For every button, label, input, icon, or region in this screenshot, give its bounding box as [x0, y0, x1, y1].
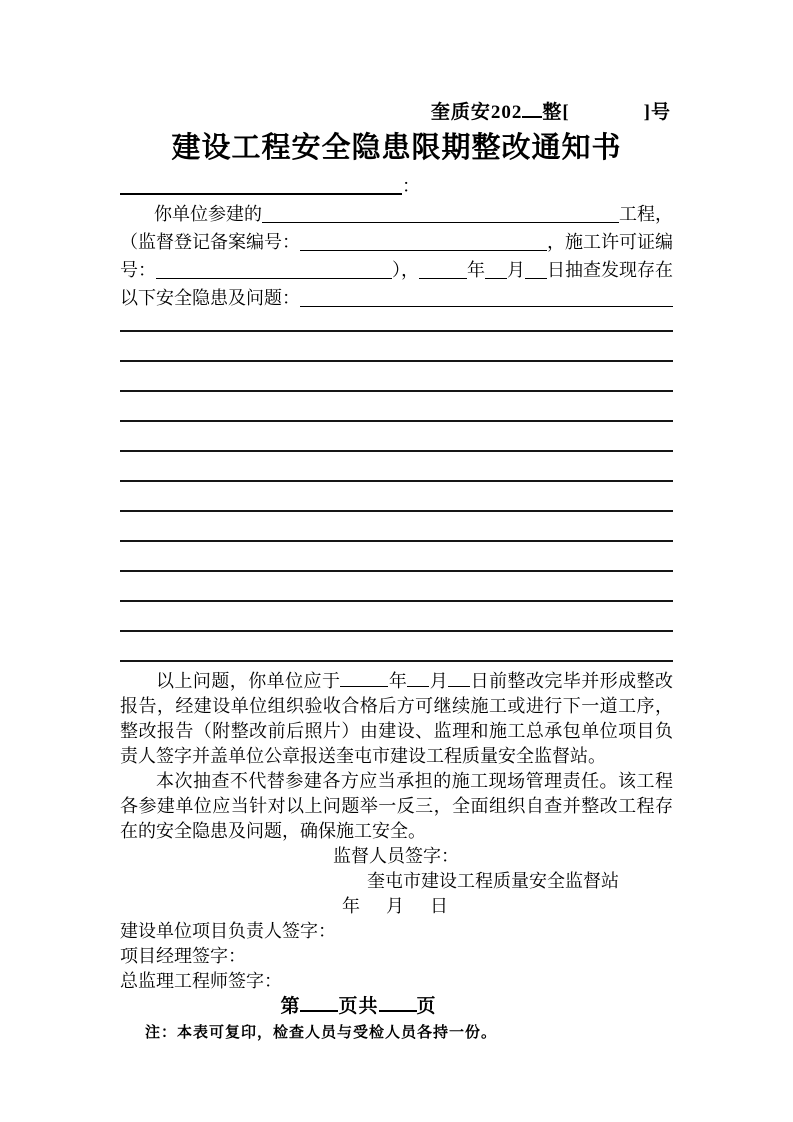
footnote: 注：本表可复印，检查人员与受检人员各持一份。	[145, 1025, 498, 1041]
rectification-seg2: 日前整改完毕并形成整改报告，经建设单位组织验收合格后方可继续施工或进行下一道工序，整改报告（附整改前后照片）由建设、监理和施工总承包单位项目负责人签字并盖单位公章报送奎屯市建设工程质量安全监督站。	[120, 671, 674, 766]
intro-line1-tail: 工程，	[619, 204, 673, 224]
intro-line-3	[120, 256, 673, 284]
supervisor-signature-label: 监督人员签字：	[333, 846, 459, 866]
hazard-blank-line[interactable]	[120, 512, 673, 542]
project-name-blank-field[interactable]	[262, 200, 619, 223]
ref-number-prefix: 奎质安202	[430, 102, 523, 123]
hazard-intro-blank-field[interactable]	[300, 284, 673, 307]
deadline-month-blank-field[interactable]	[407, 684, 429, 687]
intro-line-1	[120, 200, 673, 228]
total-pages-blank-field[interactable]	[379, 1010, 417, 1012]
responsibility-paragraph: 本次抽查不代替参建各方应当承担的施工现场管理责任。该工程各参建单位应当针对以上问题举一反三，全面组织自查并整改工程存在的安全隐患及问题，确保施工安全。	[120, 771, 673, 841]
inspection-month-blank-field[interactable]	[485, 256, 507, 279]
hazard-blank-line[interactable]	[120, 452, 673, 482]
deadline-year-label: 年	[388, 671, 408, 691]
document-content	[120, 100, 673, 1044]
hazard-blank-line[interactable]	[120, 602, 673, 632]
intro-line2-tail: ，施工许可证编	[547, 232, 673, 252]
hazard-blank-line[interactable]	[120, 632, 673, 662]
construction-unit-signature-label: 建设单位项目负责人签字：	[120, 921, 336, 941]
hazard-blank-line[interactable]	[120, 482, 673, 512]
addressee-line	[120, 170, 673, 200]
hazard-blank-line[interactable]	[120, 332, 673, 362]
station-name: 奎屯市建设工程质量安全监督站	[367, 871, 619, 891]
inspection-year-blank-field[interactable]	[419, 256, 467, 279]
intro-line-2	[120, 228, 673, 256]
signature-date-line: 年 月 日	[342, 896, 452, 916]
hazard-blank-line[interactable]	[120, 542, 673, 572]
inspection-day-blank-field[interactable]	[525, 256, 547, 279]
intro-line3-tail: 日抽查发现存在	[547, 260, 673, 280]
intro-month-label: 月	[507, 260, 525, 280]
ref-year-blank-field[interactable]	[522, 116, 542, 118]
ref-number-suffix: ]号	[643, 102, 671, 123]
intro-line1-text: 你单位参建的	[154, 204, 262, 224]
intro-line3-text: 号：	[120, 260, 156, 280]
addressee-colon: ：	[402, 176, 420, 196]
hazard-lines	[120, 302, 673, 662]
addressee-blank-field[interactable]	[120, 193, 402, 195]
deadline-year-blank-field[interactable]	[340, 684, 388, 687]
hazard-blank-line[interactable]	[120, 392, 673, 422]
document-ref-number	[120, 100, 673, 126]
deadline-day-blank-field[interactable]	[448, 684, 470, 687]
hazard-blank-line[interactable]	[120, 422, 673, 452]
registration-no-blank-field[interactable]	[300, 228, 547, 251]
page-label-pre: 第	[280, 996, 301, 1017]
hazard-blank-line[interactable]	[120, 362, 673, 392]
project-manager-signature-label: 项目经理签字：	[120, 946, 246, 966]
ref-number-mid: 整[	[542, 102, 570, 123]
chief-supervisor-signature-label: 总监理工程师签字：	[120, 971, 282, 991]
page-label-mid: 页共	[338, 996, 379, 1017]
page-label-post: 页	[416, 996, 437, 1017]
intro-line2-text: （监督登记备案编号：	[120, 232, 300, 252]
rectification-seg1: 以上问题，你单位应于	[156, 671, 341, 691]
paragraph-indent	[120, 200, 154, 228]
page-number-line	[120, 994, 673, 1019]
intro-year-label: 年	[467, 260, 485, 280]
intro-line4-text: 以下安全隐患及问题：	[120, 288, 300, 308]
intro-line3-mid: ），	[392, 260, 419, 280]
page-no-blank-field[interactable]	[300, 1010, 338, 1012]
permit-no-blank-field[interactable]	[156, 256, 392, 279]
document-title: 建设工程安全隐患限期整改通知书	[171, 132, 622, 164]
deadline-month-label: 月	[429, 671, 449, 691]
hazard-blank-line[interactable]	[120, 572, 673, 602]
rectification-paragraph	[120, 669, 673, 769]
